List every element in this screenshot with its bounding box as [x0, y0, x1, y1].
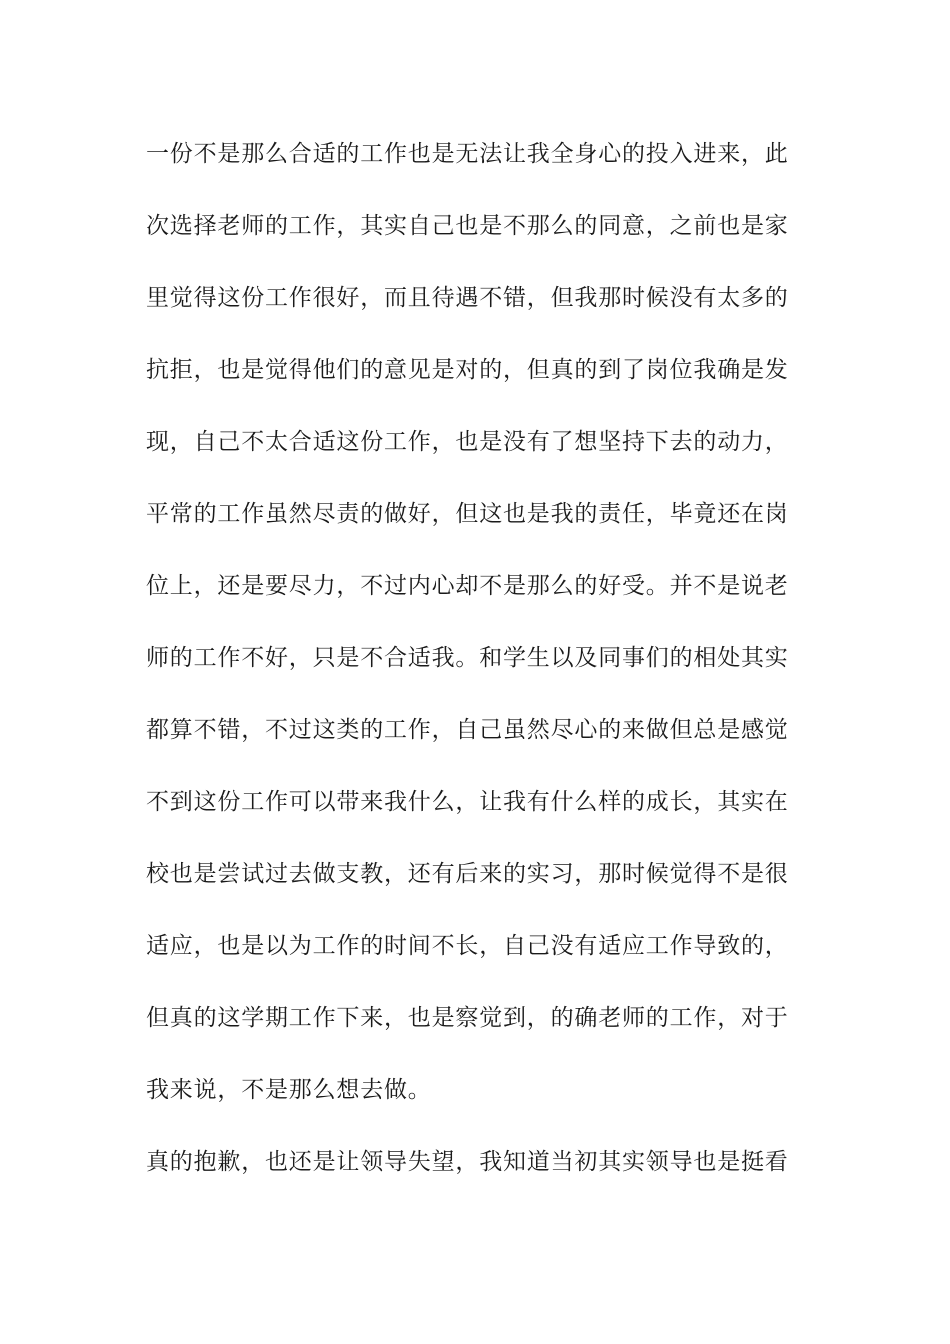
text-line: 真的抱歉，也还是让领导失望，我知道当初其实领导也是挺看 [146, 1149, 789, 1175]
text-line: 抗拒，也是觉得他们的意见是对的，但真的到了岗位我确是发 [146, 357, 789, 383]
text-line: 但真的这学期工作下来，也是察觉到，的确老师的工作，对于 [146, 1005, 789, 1031]
text-line: 次选择老师的工作，其实自己也是不那么的同意，之前也是家 [146, 213, 789, 239]
text-line: 校也是尝试过去做支教，还有后来的实习，那时候觉得不是很 [146, 861, 789, 887]
text-line: 现，自己不太合适这份工作，也是没有了想坚持下去的动力， [146, 429, 789, 455]
text-line: 我来说，不是那么想去做。 [146, 1077, 432, 1103]
text-line: 位上，还是要尽力，不过内心却不是那么的好受。并不是说老 [146, 573, 789, 599]
text-line: 适应，也是以为工作的时间不长，自己没有适应工作导致的， [146, 933, 789, 959]
text-line: 师的工作不好，只是不合适我。和学生以及同事们的相处其实 [146, 645, 789, 671]
text-line: 一份不是那么合适的工作也是无法让我全身心的投入进来，此 [146, 141, 789, 167]
text-line: 平常的工作虽然尽责的做好，但这也是我的责任，毕竟还在岗 [146, 501, 789, 527]
text-line: 里觉得这份工作很好，而且待遇不错，但我那时候没有太多的 [146, 285, 789, 311]
text-line: 都算不错，不过这类的工作，自己虽然尽心的来做但总是感觉 [146, 717, 789, 743]
text-line: 不到这份工作可以带来我什么，让我有什么样的成长，其实在 [146, 789, 789, 815]
